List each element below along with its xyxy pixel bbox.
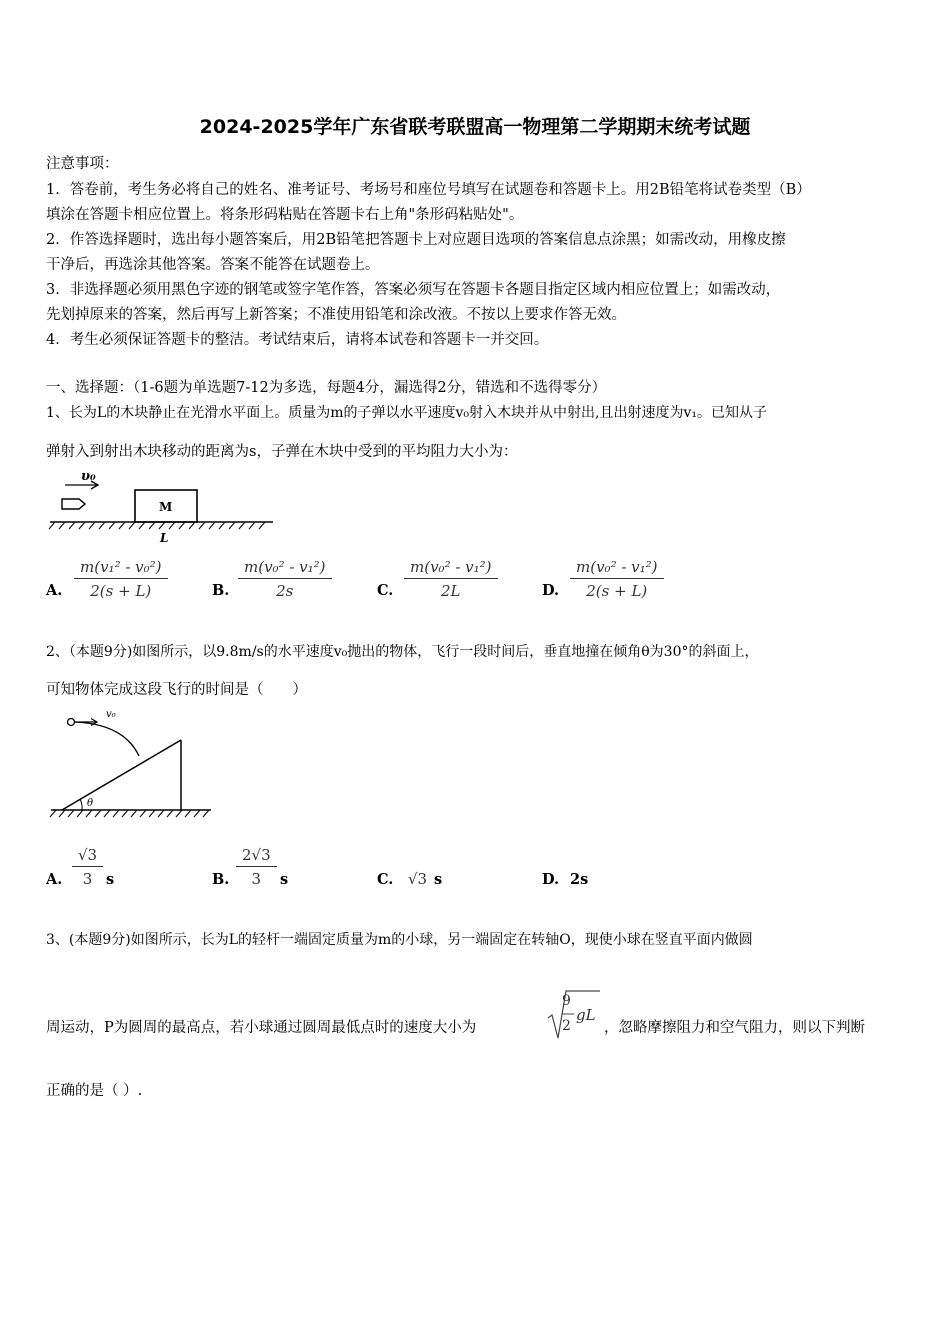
q1-option-d[interactable]	[570, 558, 664, 600]
q2-line2: 可知物体完成这段飞行的时间是（ ）	[46, 682, 307, 698]
notes-line: 3．非选择题必须用黑色字迹的钢笔或签字笔作答，答案必须写在答题卡各题目指定区域内相应位置上；如需改动，	[46, 282, 781, 298]
q3-line2-end: ，忽略摩擦阻力和空气阻力，则以下判断	[604, 1020, 865, 1036]
q1-option-b-letter: B.	[212, 582, 230, 599]
sqrt-denominator: 2	[562, 1018, 571, 1034]
q2-option-b-unit: s	[280, 871, 289, 888]
sqrt-numerator: 9	[562, 993, 571, 1009]
q3-line1: 3、(本题9分)如图所示，长为L的轻杆一端固定质量为m的小球，另一端固定在转轴O，现使小球在竖直平面内做圆	[46, 932, 753, 948]
fraction-denominator: 2(s + L)	[90, 582, 152, 600]
notes-line: 1．答卷前，考生务必将自己的姓名、准考证号、考场号和座位号填写在试题卷和答题卡上。用2B铅笔将试卷类型（B）	[46, 182, 811, 198]
fraction-denominator: 3	[82, 870, 93, 888]
q2-option-a-unit: s	[106, 871, 115, 888]
section-heading: 一、选择题：（1-6题为单选题7-12为多选，每题4分，漏选得2分，错选和不选得零分）	[46, 380, 607, 396]
q1-option-c[interactable]	[404, 558, 498, 600]
q1-length-label: L	[160, 531, 169, 545]
q1-option-a[interactable]	[74, 558, 168, 600]
notes-heading: 注意事项：	[46, 156, 119, 172]
q1-line1: 1、长为L的木块静止在光滑水平面上。质量为m的子弹以水平速度v₀射入木块并从中射出,且出射速度为v₁。已知从子	[46, 405, 767, 421]
q2-option-c[interactable]: √3	[408, 870, 428, 888]
q1-option-c-letter: C.	[377, 582, 394, 599]
q2-option-b-letter: B.	[212, 871, 230, 888]
q2-line1: 2、（本题9分)如图所示，以9.8m/s的水平速度v₀抛出的物体，飞行一段时间后，垂直地撞在倾角θ为30°的斜面上，	[46, 644, 759, 660]
q1-option-b[interactable]	[238, 558, 332, 600]
q1-option-a-letter: A.	[46, 582, 63, 599]
q2-option-d[interactable]: 2s	[570, 871, 589, 888]
q3-line3: 正确的是（ ）.	[46, 1083, 143, 1099]
notes-line: 干净后，再选涂其他答案。答案不能答在试题卷上。	[46, 257, 380, 273]
fraction-numerator: 2√3	[236, 846, 277, 867]
q2-option-c-unit: s	[434, 871, 443, 888]
notes-line: 4．考生必须保证答题卡的整洁。考试结束后，请将本试卷和答题卡一并交回。	[46, 332, 549, 348]
q2-angle-label: θ	[87, 798, 94, 809]
q2-figure	[44, 706, 219, 821]
notes-line: 2．作答选择题时，选出每小题答案后，用2B铅笔把答题卡上对应题目选项的答案信息点涂黑；如需改动，用橡皮擦	[46, 232, 786, 248]
fraction-denominator: 2s	[276, 582, 294, 600]
fraction-numerator: m(v₀² - v₁²)	[238, 558, 332, 579]
q3-line2-start: 周运动，P为圆周的最高点，若小球通过圆周最低点时的速度大小为	[46, 1020, 477, 1036]
q2-option-b[interactable]	[236, 846, 277, 888]
q2-option-a[interactable]	[72, 846, 103, 888]
fraction-denominator: 2L	[441, 582, 461, 600]
fraction-numerator: m(v₀² - v₁²)	[404, 558, 498, 579]
q1-block-label: M	[159, 500, 173, 514]
fraction-numerator: m(v₁² - v₀²)	[74, 558, 168, 579]
q1-option-d-letter: D.	[542, 582, 560, 599]
fraction-denominator: 2(s + L)	[586, 582, 648, 600]
q1-line2: 弹射入到射出木块移动的距离为s，子弹在木块中受到的平均阻力大小为：	[46, 444, 518, 460]
notes-line: 填涂在答题卡相应位置上。将条形码粘贴在答题卡右上角"条形码粘贴处"。	[46, 207, 524, 223]
q1-velocity-label: υ₀	[81, 469, 96, 484]
q2-option-d-letter: D.	[542, 871, 560, 888]
page-title: 2024-2025学年广东省联考联盟高一物理第二学期期末统考试题	[199, 116, 751, 138]
q2-option-c-letter: C.	[377, 871, 394, 888]
q2-velocity-label: v₀	[106, 709, 116, 720]
fraction-numerator: m(v₀² - v₁²)	[570, 558, 664, 579]
fraction-numerator: √3	[72, 846, 103, 867]
notes-line: 先划掉原来的答案，然后再写上新答案；不准使用铅笔和涂改液。不按以上要求作答无效。	[46, 307, 626, 323]
fraction-denominator: 3	[251, 870, 262, 888]
q1-figure	[45, 466, 285, 546]
q2-option-a-letter: A.	[46, 871, 63, 888]
sqrt-expression: gL	[576, 1006, 596, 1024]
